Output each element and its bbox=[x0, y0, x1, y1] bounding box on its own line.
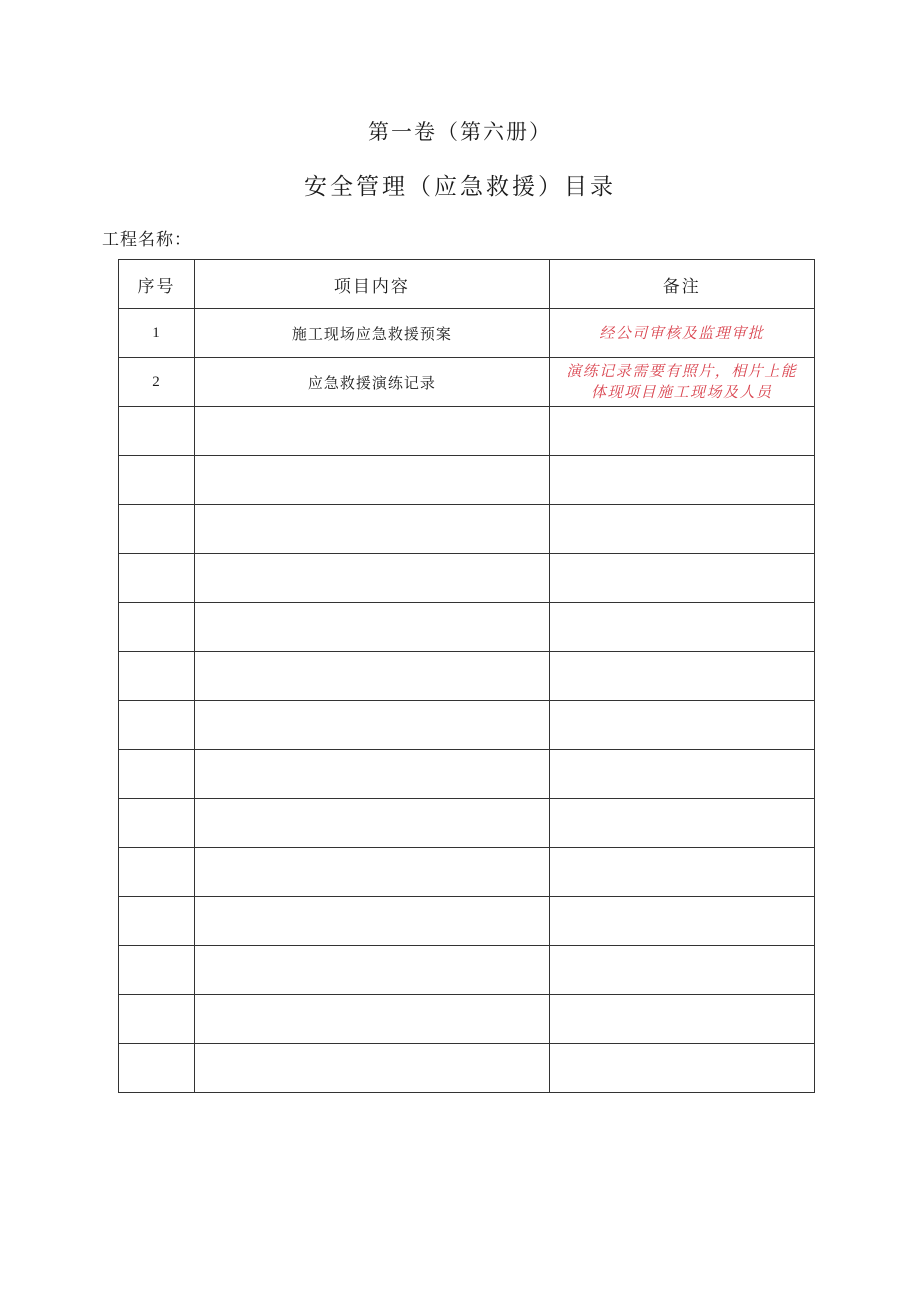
table-row bbox=[119, 358, 815, 407]
row-seq-cell bbox=[119, 652, 195, 701]
table-row bbox=[119, 1044, 815, 1093]
row-remark-cell bbox=[549, 603, 814, 652]
row-content-cell bbox=[195, 1044, 550, 1093]
table-row bbox=[119, 750, 815, 799]
table-row bbox=[119, 603, 815, 652]
row-seq-cell bbox=[119, 946, 195, 995]
row-seq-cell bbox=[119, 848, 195, 897]
catalog-title: 安全管理（应急救援）目录 bbox=[304, 174, 616, 200]
row-content-cell bbox=[195, 897, 550, 946]
table-row bbox=[119, 505, 815, 554]
row-remark-cell bbox=[549, 505, 814, 554]
row-seq-cell bbox=[119, 750, 195, 799]
table-row bbox=[119, 848, 815, 897]
table-row bbox=[119, 652, 815, 701]
table-row bbox=[119, 799, 815, 848]
row-content-cell bbox=[195, 554, 550, 603]
row-seq-cell: 2 bbox=[119, 358, 195, 407]
row-remark-cell bbox=[549, 456, 814, 505]
row-seq-cell bbox=[119, 407, 195, 456]
row-seq-cell bbox=[119, 456, 195, 505]
row-remark-cell bbox=[549, 750, 814, 799]
row-content-cell bbox=[195, 603, 550, 652]
table-header-row bbox=[119, 260, 815, 309]
row-remark-cell bbox=[549, 309, 814, 358]
row-content-cell bbox=[195, 505, 550, 554]
row-remark-cell bbox=[549, 799, 814, 848]
row-seq-cell: 1 bbox=[119, 309, 195, 358]
table-row bbox=[119, 309, 815, 358]
table-row bbox=[119, 554, 815, 603]
row-remark-cell bbox=[549, 358, 814, 407]
project-name-label: 工程名称： bbox=[102, 230, 192, 250]
row-seq-cell bbox=[119, 897, 195, 946]
row-content-cell bbox=[195, 750, 550, 799]
row-remark-cell bbox=[549, 701, 814, 750]
row-content-cell bbox=[195, 995, 550, 1044]
row-content-cell bbox=[195, 701, 550, 750]
header-content: 项目内容 bbox=[195, 260, 550, 309]
table-row bbox=[119, 946, 815, 995]
volume-title: 第一卷（第六册） bbox=[368, 120, 552, 144]
row-content-cell bbox=[195, 848, 550, 897]
row-seq-cell bbox=[119, 603, 195, 652]
row-remark-cell bbox=[549, 946, 814, 995]
row-content-cell: 施工现场应急救援预案 bbox=[195, 309, 550, 358]
row-content-cell bbox=[195, 407, 550, 456]
table-row bbox=[119, 995, 815, 1044]
table-row bbox=[119, 701, 815, 750]
row-remark-cell bbox=[549, 407, 814, 456]
table-row bbox=[119, 407, 815, 456]
row-remark-cell bbox=[549, 848, 814, 897]
row-seq-cell bbox=[119, 554, 195, 603]
row-seq-cell bbox=[119, 701, 195, 750]
remark-line: 经公司审核及监理审批 bbox=[599, 323, 765, 342]
catalog-table bbox=[118, 259, 815, 1093]
row-seq-cell bbox=[119, 995, 195, 1044]
row-content-cell bbox=[195, 799, 550, 848]
table-body bbox=[119, 309, 815, 1093]
header-seq: 序号 bbox=[119, 260, 195, 309]
row-remark-cell bbox=[549, 995, 814, 1044]
row-seq-cell bbox=[119, 1044, 195, 1093]
remark-text bbox=[550, 361, 814, 403]
row-remark-cell bbox=[549, 652, 814, 701]
remark-line: 演练记录需要有照片，相片上能 bbox=[566, 362, 798, 380]
row-content-cell bbox=[195, 456, 550, 505]
row-content-cell bbox=[195, 652, 550, 701]
table-row bbox=[119, 897, 815, 946]
row-seq-cell bbox=[119, 505, 195, 554]
row-remark-cell bbox=[549, 554, 814, 603]
row-content-cell: 应急救援演练记录 bbox=[195, 358, 550, 407]
row-content-cell bbox=[195, 946, 550, 995]
remark-text bbox=[550, 323, 814, 344]
row-seq-cell bbox=[119, 799, 195, 848]
header-remark: 备注 bbox=[549, 260, 814, 309]
row-remark-cell bbox=[549, 1044, 814, 1093]
remark-line: 体现项目施工现场及人员 bbox=[591, 383, 773, 401]
table-row bbox=[119, 456, 815, 505]
row-remark-cell bbox=[549, 897, 814, 946]
